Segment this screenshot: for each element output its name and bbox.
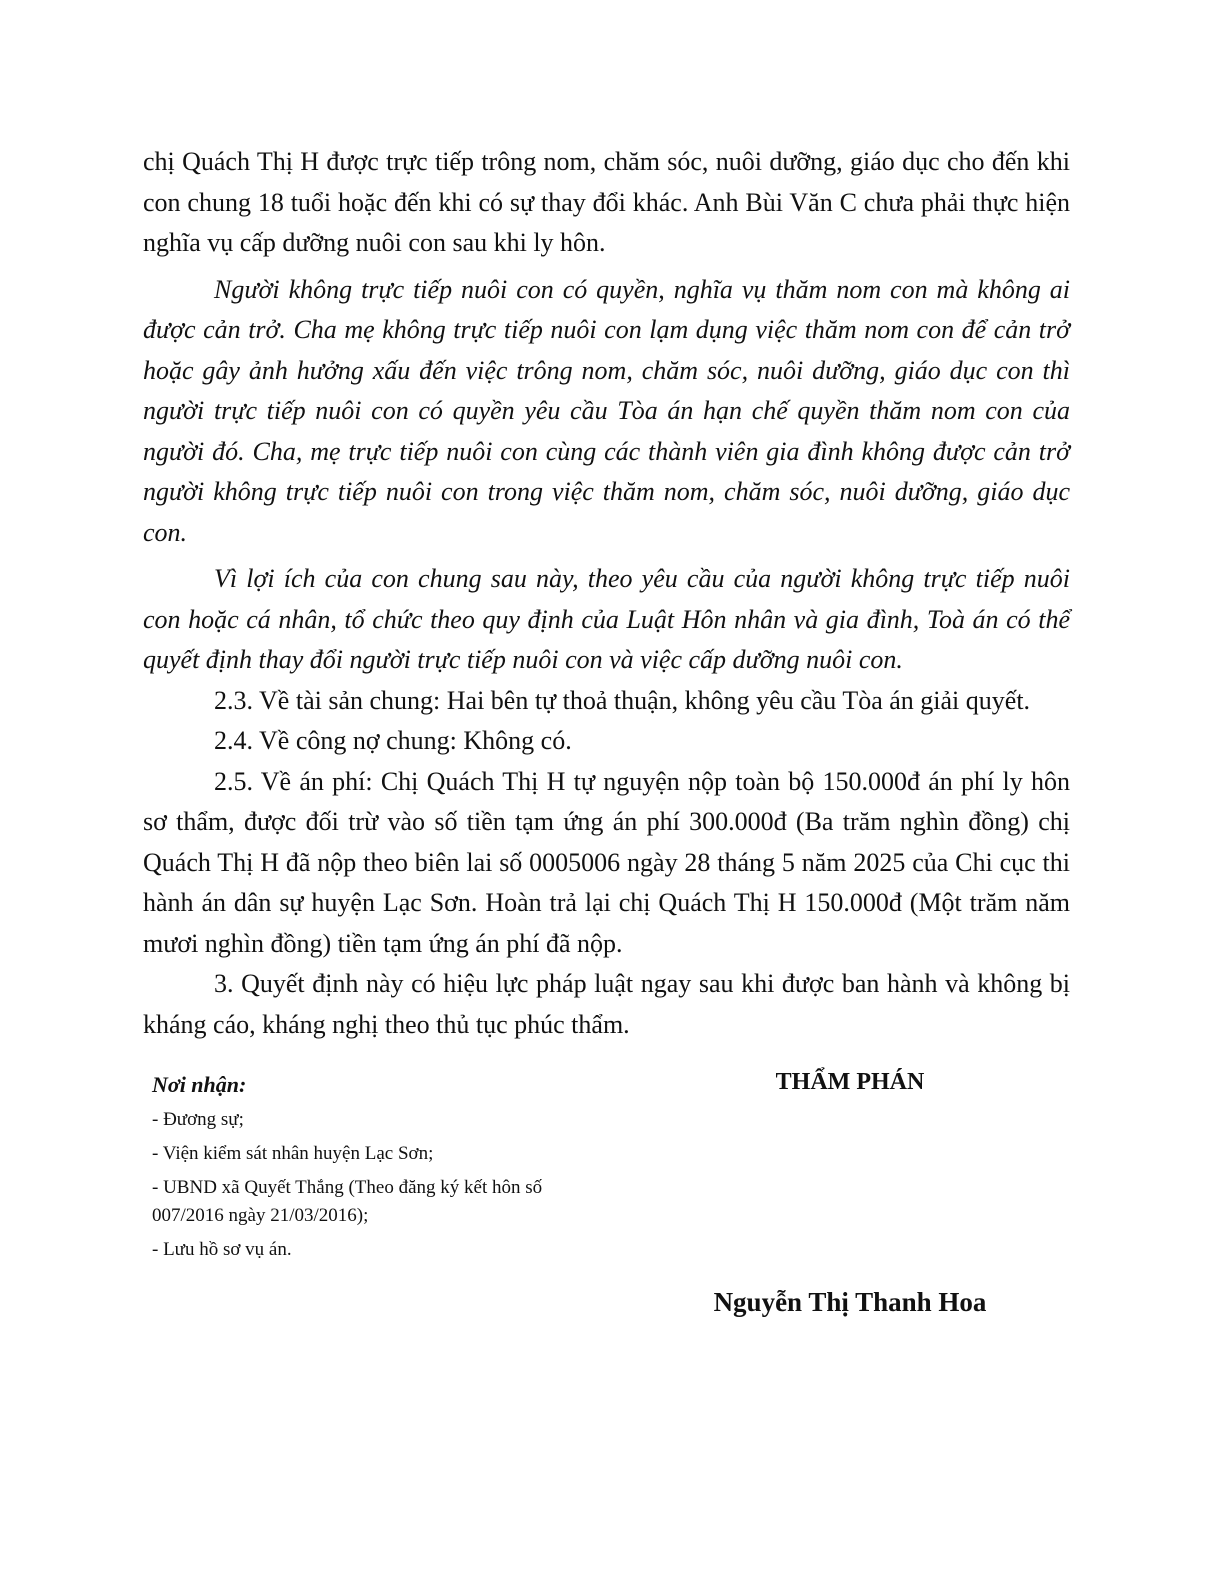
paragraph-legal-effect: 3. Quyết định này có hiệu lực pháp luật ngay sau khi được ban hành và không bị kháng cáo, kháng nghị theo thủ tục phúc thẩm. [143,969,1070,1039]
recipient-item: - Lưu hồ sơ vụ án. [152,1239,292,1260]
recipient-item: - Viện kiểm sát nhân huyện Lạc Sơn; [152,1143,434,1164]
judge-title: THẨM PHÁN [775,1069,925,1095]
recipients-title: Nơi nhận: [152,1072,247,1097]
paragraph-change-custody: Vì lợi ích của con chung sau này, theo yêu cầu của người không trực tiếp nuôi con hoặc cá nhân, tổ chức theo quy định của Luật Hôn nhân và gia đình, Toà án có thể quyết định thay đổi người trực tiếp nuôi con và việc cấp dưỡng nuôi con. [143,564,1070,674]
paragraph-common-property: 2.3. Về tài sản chung: Hai bên tự thoả thuận, không yêu cầu Tòa án giải quyết. [214,685,1031,715]
judge-name: Nguyễn Thị Thanh Hoa [713,1287,987,1317]
paragraph-court-fees: 2.5. Về án phí: Chị Quách Thị H tự nguyện nộp toàn bộ 150.000đ án phí ly hôn sơ thẩm, được đối trừ vào số tiền tạm ứng án phí 300.000đ (Ba trăm nghìn đồng) chị Quách Thị H đã nộp theo biên lai số 0005006 ngày 28 tháng 5 năm 2025 của Chi cục thi hành án dân sự huyện Lạc Sơn. Hoàn trả lại chị Quách Thị H 150.000đ (Một trăm năm mươi nghìn đồng) tiền tạm ứng án phí đã nộp. [143,766,1070,958]
recipient-item: - Đương sự; [152,1109,244,1130]
paragraph-common-debt: 2.4. Về công nợ chung: Không có. [214,726,572,755]
decision-body [143,142,1070,1045]
recipients-list [152,1106,592,1264]
recipients-block [152,1070,592,1270]
paragraph-visitation-rights: Người không trực tiếp nuôi con có quyền, nghĩa vụ thăm nom con mà không ai được cản trở. Cha mẹ không trực tiếp nuôi con lạm dụng việc thăm nom con để cản trở hoặc gây ảnh hưởng xấu đến việc trông nom, chăm sóc, nuôi dưỡng, giáo dục con thì người trực tiếp nuôi con có quyền yêu cầu Tòa án hạn chế quyền thăm nom con của người đó. Cha, mẹ trực tiếp nuôi con cùng các thành viên gia đình không được cản trở người không trực tiếp nuôi con trong việc thăm nom, chăm sóc, nuôi dưỡng, giáo dục con. [143,274,1070,547]
paragraph-child-custody: chị Quách Thị H được trực tiếp trông nom, chăm sóc, nuôi dưỡng, giáo dục cho đến khi con chung 18 tuổi hoặc đến khi có sự thay đổi khác. Anh Bùi Văn C chưa phải thực hiện nghĩa vụ cấp dưỡng nuôi con sau khi ly hôn. [143,147,1070,257]
recipient-item: - UBND xã Quyết Thắng (Theo đăng ký kết hôn số 007/2016 ngày 21/03/2016); [152,1177,543,1226]
